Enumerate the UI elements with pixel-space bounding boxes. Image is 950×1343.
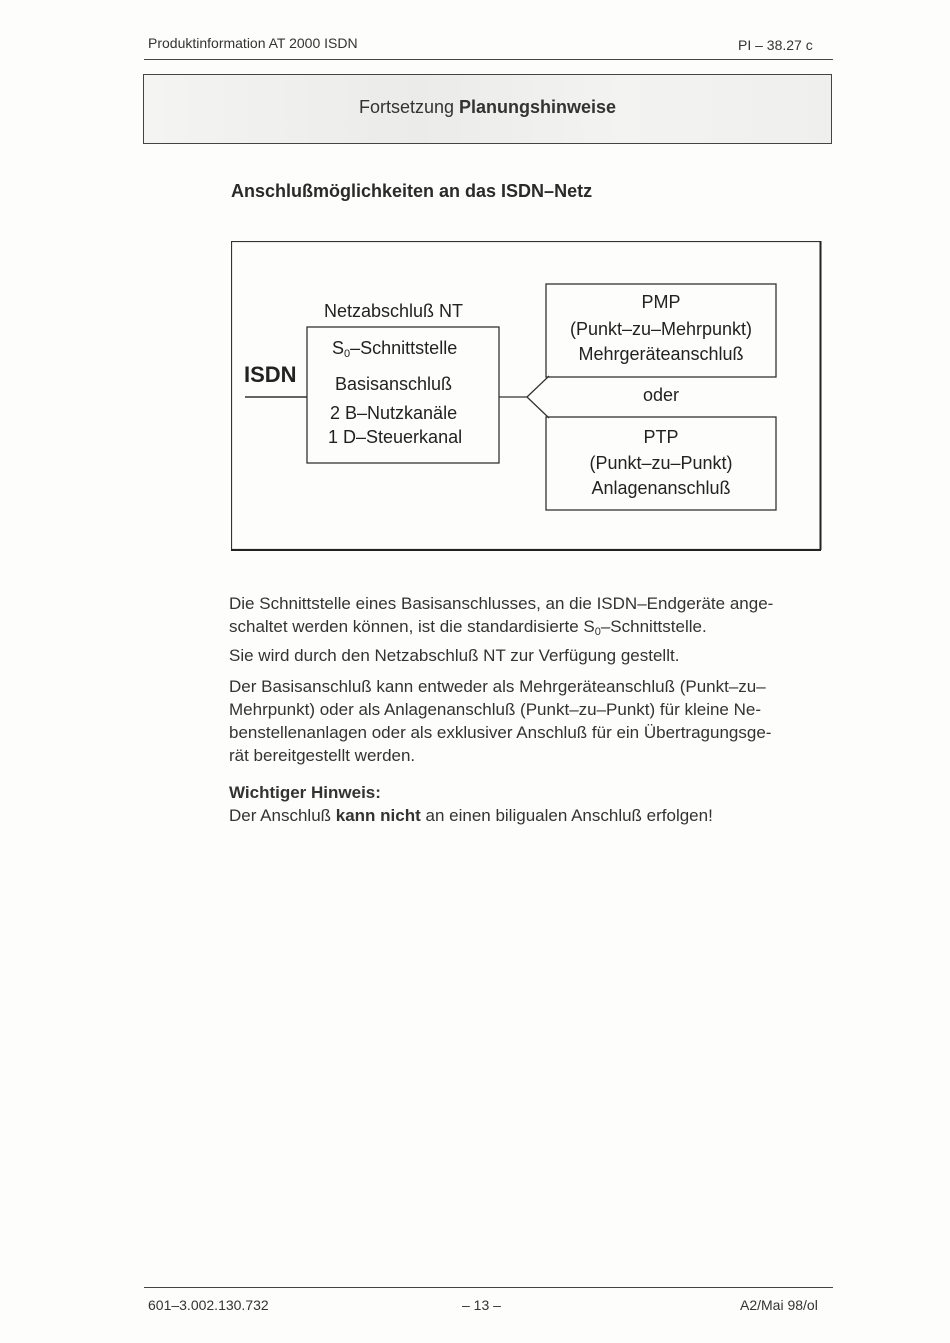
header-left-text: Produktinformation AT 2000 ISDN [148, 35, 358, 51]
note-text-b: an einen biligualen Anschluß erfolgen! [420, 806, 713, 825]
paragraph-interface [229, 592, 835, 667]
p2-line1: Der Basisanschluß kann entweder als Mehrgeräteanschluß (Punkt–zu– [229, 677, 766, 696]
nt-title: Netzabschluß NT [324, 301, 464, 321]
note-text-a: Der Anschluß [229, 806, 336, 825]
footer-page-number: – 13 – [462, 1297, 501, 1313]
important-note [229, 781, 835, 827]
nt-basisanschluss: Basisanschluß [335, 374, 453, 394]
p1-line2-b: –Schnittstelle. [600, 617, 707, 636]
nt-b-channels: 2 B–Nutzkanäle [330, 403, 458, 423]
oder-label: oder [642, 385, 680, 405]
ptp-description: Anlagenanschluß [591, 478, 731, 498]
note-text [229, 804, 835, 827]
p2-line3: benstellenanlagen oder als exklusiver Anschluß für ein Übertragungsge- [229, 723, 772, 742]
isdn-connection-diagram [231, 241, 822, 552]
note-text-bold: kann nicht [335, 806, 421, 825]
footer-edition: A2/Mai 98/ol [740, 1297, 818, 1313]
paragraph-basisanschluss [229, 675, 835, 767]
note-heading: Wichtiger Hinweis: [229, 783, 381, 802]
ptp-subtitle: (Punkt–zu–Punkt) [589, 453, 733, 473]
pmp-subtitle: (Punkt–zu–Mehrpunkt) [569, 319, 753, 339]
p2-line4: rät bereitgestellt werden. [229, 746, 416, 765]
banner-prefix: Fortsetzung [358, 97, 459, 117]
nt-s0-rest: –Schnittstelle [350, 338, 458, 358]
footer-divider [144, 1287, 833, 1288]
section-title: Anschlußmöglichkeiten an das ISDN–Netz [231, 181, 593, 201]
p1-line2 [229, 615, 835, 644]
nt-s0-subscript: 0 [344, 348, 351, 360]
pmp-description: Mehrgeräteanschluß [578, 344, 744, 364]
header-page-reference: PI – 38.27 c [738, 37, 813, 53]
p2-line2: Mehrpunkt) oder als Anlagenanschluß (Punkt–zu–Punkt) für kleine Ne- [229, 700, 762, 719]
isdn-label: ISDN [244, 362, 297, 387]
header-divider [144, 59, 833, 60]
banner-bold: Planungshinweise [459, 97, 617, 117]
p1-line1: Die Schnittstelle eines Basisanschlusses, an die ISDN–Endgeräte ange- [229, 594, 774, 613]
p1-line3: Sie wird durch den Netzabschluß NT zur Verfügung gestellt. [229, 646, 680, 665]
pmp-title: PMP [641, 292, 681, 312]
nt-d-channel: 1 D–Steuerkanal [328, 427, 463, 447]
ptp-title: PTP [643, 427, 679, 447]
nt-s0-interface [332, 338, 457, 360]
nt-s0-prefix: S [332, 338, 345, 358]
p1-line2-a: schaltet werden können, ist die standardisierte S [229, 617, 595, 636]
footer-document-number: 601–3.002.130.732 [148, 1297, 269, 1313]
section-banner [143, 74, 832, 144]
banner-title [144, 97, 831, 118]
p1-line2-sub: 0 [594, 626, 601, 638]
